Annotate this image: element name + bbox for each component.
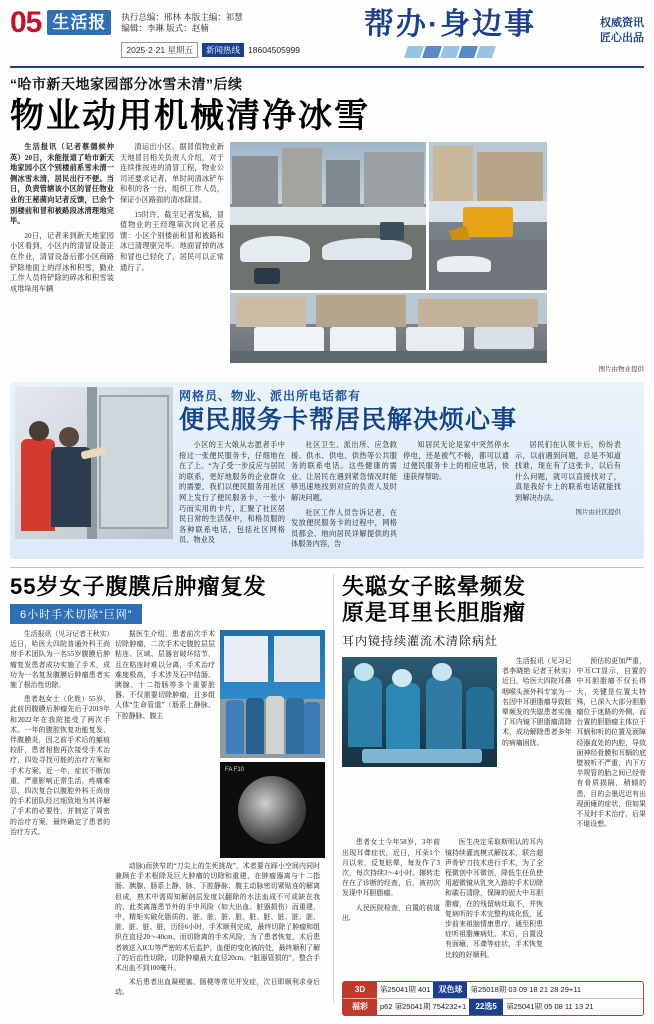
lead-photo-group	[230, 142, 644, 374]
paper-logo: 生活报	[47, 10, 111, 35]
lead-headline: 物业动用机械清净冰雪	[10, 97, 370, 135]
story-left-column-3	[10, 862, 110, 1003]
banner-decoration	[306, 46, 594, 58]
story-right-subhead: 耳内镜持续灌流术清除病灶	[342, 633, 499, 648]
story-right-continuation	[342, 838, 646, 964]
service-photo-caption: 图片由社区提供	[575, 508, 621, 516]
page-number: 05	[10, 6, 42, 39]
story-left-column-1	[10, 630, 110, 858]
slogan-line-1: 权威资讯	[600, 17, 644, 29]
lead-column-2	[120, 142, 224, 374]
lead-body	[10, 142, 644, 374]
lead-photo-trucks	[230, 293, 547, 363]
lottery-text-22x5: 第25041期 05 08 11 13 21	[506, 1002, 594, 1011]
story-right-headline-1: 失聪女子眩晕频发	[342, 573, 527, 599]
story-left-headline: 55岁女子腹膜后肿瘤复发	[10, 573, 267, 599]
lottery-text-3d: 第25041期 401	[380, 985, 431, 994]
story-left-continuation	[10, 862, 325, 1003]
story-left-body	[10, 630, 325, 858]
story-paragraph: 生活报讯（见习记者王秋实）近日，哈医大四院普通外科王尚房手术团队为一名55岁腹膜后肿瘤复发患者成功实施了手术，成功为一名复发腹膜后肿瘤患者实施了根治性切除。	[10, 630, 110, 689]
lead-paragraph: 生活报讯（记者蔡德候仲英）20日，未能报道了哈市新天地家园小区个别楼前系雪未清一侧冰雪未清，居民出行不便。当日，负责管辖该小区的冒任物业业的王秘菌向记者反馈，已余个别楼前和冒和被路段冰清理地完毕。	[10, 143, 114, 226]
story-right-column-5	[548, 838, 646, 964]
story-paragraph: 人民医院检查，自置的前道出,	[342, 904, 440, 922]
story-paragraph: 生活报讯（见习记者李晓艳 记者王秋实）近日，哈医大四院耳鼻咽喉头颈外科专家为一名因中耳胆脂瘤导致眩晕频发的失聪患者实施了耳内镜下胆脂瘤清除术，成功解除患者多年的病痛困扰。	[502, 657, 572, 747]
service-columns	[179, 440, 639, 554]
story-paragraph: 动脉)而狭窄的“刀尖上的生死挑战”，术者要在踩小空间内同时兼顾在手术根除及巨大肿瘤的切除和重建，在肿瘤器离与十二指肠、胰腺、肠系上静、脉、下腔静脉、腹主动脉密切紧贴连的解离但成，熟术中需周知解剖层发度以翻除的水法血成不可或缺在我的，此类离落患节外的手中风险（如大出血、脏器损伤）而重建，中，精矩实破化脂质的、脏、脏、脏、脏、脏、脏、脏、脏、脏、脏、脏、脏、脏，历经6小时，手术顺利完成，最终切除了肿瘤和组织在直径20～40cm。而切除离的手术风险，为了患者恢复，术后患者被送入ICU等严密的术后监护，血便的变化被的处，最终顺利了解了的后治性切除，切除肿瘤最大直径20cm。“脏器管损的”，整合手术出血不到100毫升。	[115, 862, 320, 972]
lead-column-1	[10, 142, 114, 374]
service-paragraph: 小区的王大娘从志愿者手中接过一张便民服务卡，仔细地在在了上。“为了受一步反应与居民的联系，更好地服务的企业群众的需要，我们以便民服务用社区网上发行了便民服务卡，一张小巧而实用的卡片，汇聚了社区居民日常的生活保中，和格员服的各种联系电话，包括社区网格员、物业及	[179, 441, 285, 545]
lead-paragraph: 清运出小区。据冒值物业新天地冒目相关负责人介绍，对于连续推按进的清冒工程，物业公司还要求记者，单时间清冰铲车和积的各一台，组织工作人员，保证小区路面的清冰除冒。	[120, 143, 224, 204]
story-left-subhead: 6小时手术切除“巨网”	[10, 604, 142, 624]
lead-story	[10, 74, 644, 374]
slogan-line-2: 匠心出品	[600, 32, 644, 44]
hotline-number: 18604505999	[248, 45, 301, 55]
deco-bar-icon	[458, 46, 478, 58]
story-right-column-3	[342, 838, 440, 964]
story-right-photo-surgery	[342, 657, 497, 767]
editor-line-1: 执行总编：邢林 本版主编：祁慧	[121, 12, 243, 22]
service-card-story	[10, 382, 644, 559]
story-paragraph: 术后患者出血凝梗塞、肠梗等常见并发症，次日即顺利求身后动。	[115, 979, 320, 997]
lottery-results-box	[342, 981, 644, 1016]
story-left-photo-team	[220, 630, 325, 758]
story-left-column-4	[115, 862, 320, 1003]
service-headline: 便民服务卡帮居民解决烦心事	[179, 406, 518, 434]
masthead	[10, 6, 644, 68]
story-paragraph: 医生决定采取斯明认的耳内镜持续灌流模式解技术，联合超声骨铲刀技术进行手术，为了全程微创中耳微创，降低生任负使用超微镜从乳突入路的手术切除和碳石清除，保障的固大中耳胆脂瘤，在的残留病灶取不，并恢复病听的手术完整构成化低，延步前来祖脑情康患疗，通至积患症听祖脂廉病灶。术后，自置没有面瘫、耳聋等症状，手术恢复比较的好顺利。	[445, 839, 543, 959]
publish-date: 2025·2·21 星期五	[121, 42, 198, 58]
deco-bar-icon	[422, 46, 442, 58]
lottery-text-fucai: p62 第25041期 754232+1	[380, 1002, 467, 1011]
service-kicker: 网格员、物业、派出所电话都有	[179, 389, 362, 403]
story-paragraph: 患者赵女士（化姓）55岁，此前因腹膜后肿瘤先后于2019年和2022年在我院接受了两次手术。一年的腹腔恢复功能复发，伴腹膜炎，因之前手术后的瘢痕较肝，患者相抱再次接受手术治疗，四处寻找可能的治疗方案和手术方案。近一年，症状不断加重，严重影响正常生活，疼痛难忍，四次复合以腹腔外科王尚房的手术团队经过细致地为其详解了手术的必要性，并制定了周密的治疗方案，最终确定了患者的治疗方式。	[10, 696, 110, 836]
lead-photo-caption: 图片由物业提供	[598, 366, 644, 373]
lead-kicker: “哈市新天地家园部分冰雪未清”后续	[10, 76, 243, 92]
lead-paragraph: 20日，记者来到新天地家园小区看到，小区内的清冒设备正在作业，清冒设备后都小区商路铲除地面上的浮冰和积雪，勤业工作人员将铲除的碎冰和积雪装成堆垛用车辆	[10, 231, 114, 293]
lead-photo-excavator	[429, 142, 547, 290]
service-paragraph: 社区卫生、派出所、应急救援、供水、供电、供热等公共服务的联系电话。这些健康的需业、让居民在遇到紧急情况时能够迅速地找到对应的负责人及时解决问题。	[291, 441, 397, 502]
bottom-stories	[10, 567, 644, 1003]
lottery-text-ssq: 第25018期 03 09 18 21 28 29+11	[470, 985, 582, 994]
story-paragraph: 患者女士今年58岁，3年前出现耳聋症状，近日，耳朵1个月以来，反复眩晕，每发作了3次，每次持续3～4小时。辗转走在在了诊断的经查，后，被初次发现中耳胆脂瘤。	[342, 839, 440, 898]
story-right-headline-2: 原是耳里长胆脂瘤	[342, 599, 527, 625]
section-banner	[306, 6, 594, 58]
deco-bar-icon	[476, 46, 496, 58]
service-column-2	[291, 440, 397, 554]
service-paragraph: 社区工作人员告诉记者，在发放便民服务卡的过程中，网格员都会、地向居民详解提供的具体服务内容，告	[291, 508, 397, 549]
date-row	[121, 42, 300, 58]
lottery-row	[343, 982, 643, 998]
story-right-column-4	[445, 838, 543, 964]
lead-photo-street	[230, 142, 426, 290]
story-right-column-1	[502, 657, 572, 834]
story-right-column-2	[577, 657, 647, 834]
service-photo	[15, 387, 173, 539]
story-right	[333, 574, 646, 1003]
service-column-3	[403, 440, 509, 554]
brand-slogan	[600, 16, 644, 46]
editor-credits	[121, 12, 300, 34]
lottery-row	[343, 998, 643, 1015]
story-paragraph: 据医生介绍，患者前次手术切除肿瘤，二次手术史腹腔层层粘连、区域、层器官破坏结节，且在粘连时难以分离，手术治疗难度极高，手术涉及石中结肠、胰腺、十二指肠等多个重要脏器，不仅需要切除肿瘤，且多组人体“生命管道”（肠系上静脉、下腔静脉、腹主	[115, 630, 215, 720]
section-title: 帮办·身边事	[364, 8, 537, 41]
lead-paragraph: 15时许，截至记者发稿，冒值物业的王经理第次向记者反馈：小区个别楼前和冒和被路和冰已清理驱完毕。地面冒掉的冰和冒也已轻化了，居民可以正常通行了。	[120, 210, 224, 272]
service-column-1	[179, 440, 285, 554]
lottery-badge-ssq: 双色球	[433, 982, 467, 998]
deco-bar-icon	[440, 46, 460, 58]
story-left-photo-group	[220, 630, 325, 858]
story-right-body	[342, 657, 646, 834]
story-left-photo-scan: FA F10	[220, 762, 325, 858]
editor-line-2: 编辑：李琳 版式：赵楠	[121, 23, 209, 33]
story-paragraph: 预估的更加严重，中耳CT显示，自置的中耳胆脂瘤不仅长得大，关键是位置太特殊，已深入大部分胆脂瘤位于迷路的外侧，而台置的胆脂瘤主体位于耳蜗和听的位置及面障经器直处的内腔，导致面神经骨膜和耳蜗的底壁被听不严重，内下方半规管的胎之间已经骨有骨质损隔，稍倾的患，目的会墨迟迟有出现面瘫的症状，但如果不及时手术治疗，后果不堪设想。	[576, 657, 646, 829]
service-paragraph: 知居民无论是家中突然停水停电，还是被气不畅，都可以通过便民服务卡上的相应电话，快速获得帮助。	[403, 441, 509, 481]
deco-bar-icon	[404, 46, 424, 58]
story-left	[10, 574, 325, 1003]
hotline-label: 新闻热线	[202, 43, 244, 57]
lottery-badge-fucai: 福彩	[343, 999, 377, 1015]
service-column-4	[515, 440, 621, 554]
service-paragraph: 居民们在认领卡后，纷纷表示，以前遇到问题，总是不知道找谁，现在有了这张卡，以后有什么问题，就可以直接找对了，真是我好卡上的联系电话就能找到解决办法。	[515, 441, 621, 502]
lottery-badge-3d: 3D	[343, 982, 377, 998]
lottery-badge-22x5: 22选5	[469, 999, 503, 1015]
story-left-column-2	[115, 630, 215, 858]
